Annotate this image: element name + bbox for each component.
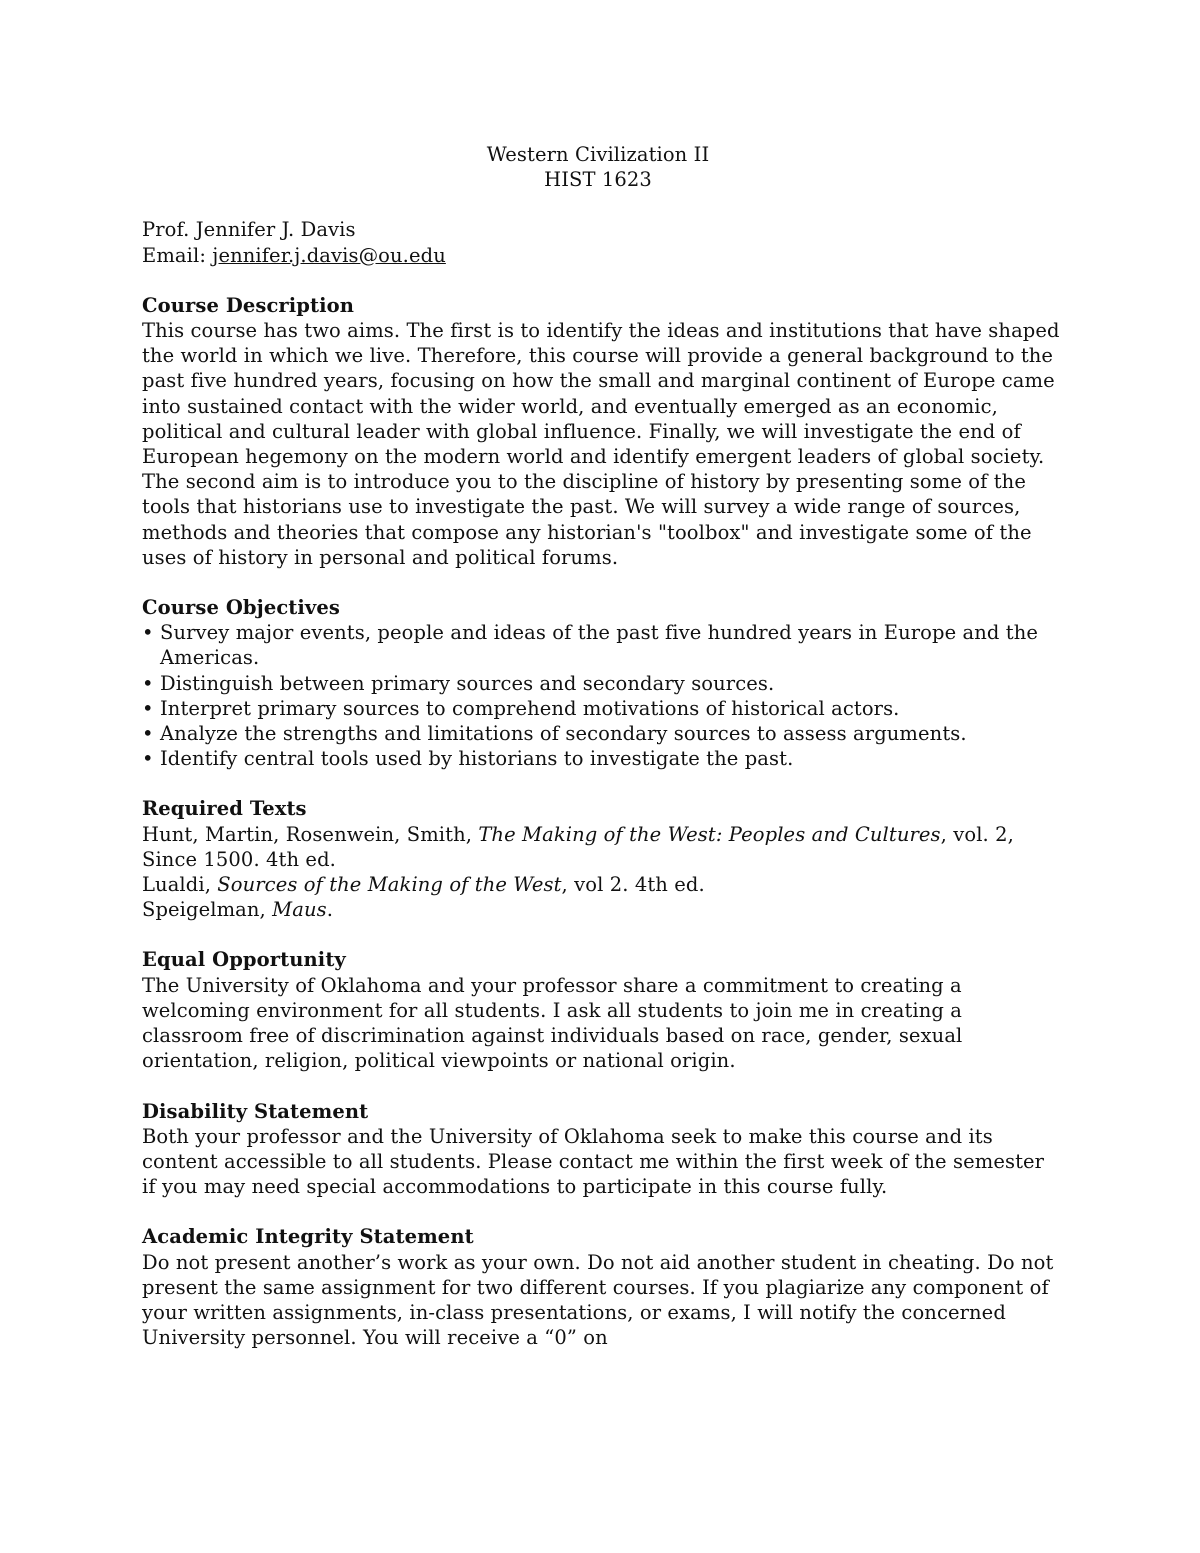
list-item (142, 696, 1062, 721)
objectives-list (142, 620, 1062, 771)
citation-authors: Lualdi, (142, 873, 218, 897)
citation-title: The Making of the West: Peoples and Cultures (478, 822, 941, 846)
bullet-icon: • (142, 621, 154, 645)
citation-title: Sources of the Making of the West (217, 873, 562, 897)
email-label: Email: (142, 243, 213, 267)
course-description-text: This course has two aims. The first is to identify the ideas and institutions that have shaped the world in which we live. Therefore, this course will provide a general background to the past five hundred years, focusing on how the small and marginal continent of Europe came into sustained contact with the wider world, and eventually emerged as an economic, political and cultural leader with global influence. Finally, we will investigate the end of European hegemony on the modern world and identify emergent leaders of global society. The second aim is to introduce you to the discipline of history by presenting some of the tools that historians use to investigate the past. We will survey a wide range of sources, methods and theories that compose any historian's "toolbox" and investigate some of the uses of history in personal and political forums. (142, 319, 1060, 569)
equal-opportunity-text: The University of Oklahoma and your professor share a commitment to creating a welcoming environment for all students. I ask all students to join me in creating a classroom free of discrimination against individuals based on race, gender, sexual orientation, religion, political viewpoints or national origin. (142, 973, 963, 1073)
list-item (142, 721, 1062, 746)
course-objectives-section (142, 595, 1062, 771)
citation-details: , vol 2. 4th ed. (561, 873, 705, 897)
email-link[interactable]: jennifer.j.davis@ou.edu (212, 243, 446, 267)
list-item (142, 620, 1062, 670)
bullet-icon: • (142, 747, 154, 771)
equal-opportunity-section (142, 947, 1062, 1073)
citation-authors: Speigelman, (142, 898, 273, 922)
equal-opportunity-heading: Equal Opportunity (142, 948, 346, 972)
citation-details: , vol. 2, Since 1500. 4th ed. (142, 822, 1014, 871)
objective-text: Interpret primary sources to comprehend motivations of historical actors. (160, 696, 900, 720)
syllabus-page (142, 142, 1062, 1350)
disability-heading: Disability Statement (142, 1099, 369, 1123)
citation-details: . (326, 898, 334, 922)
academic-integrity-text: Do not present another’s work as your own. Do not aid another student in cheating. Do not present the same assignment for two different courses. If you plagiarize any component of your written assignments, in-class presentations, or exams, I will notify the concerned University personnel. You will receive a “0” on (142, 1250, 1054, 1350)
citation-title: Maus (272, 898, 327, 922)
text-citation-2 (142, 872, 1062, 897)
course-description-section (142, 293, 1062, 570)
objective-text: Distinguish between primary sources and secondary sources. (160, 671, 775, 695)
list-item (142, 671, 1062, 696)
required-texts-section (142, 796, 1062, 922)
course-objectives-heading: Course Objectives (142, 596, 340, 620)
required-texts-heading: Required Texts (142, 797, 307, 821)
citation-authors: Hunt, Martin, Rosenwein, Smith, (142, 822, 479, 846)
text-citation-1 (142, 822, 1062, 872)
bullet-icon: • (142, 671, 154, 695)
academic-integrity-heading: Academic Integrity Statement (142, 1225, 474, 1249)
course-title: Western Civilization II (486, 143, 710, 166)
course-code: HIST 1623 (544, 168, 652, 192)
instructor-block (142, 217, 1062, 267)
bullet-icon: • (142, 722, 154, 746)
academic-integrity-section (142, 1224, 1062, 1350)
disability-text: Both your professor and the University of Oklahoma seek to make this course and its content accessible to all students. Please contact me within the first week of the semester if you may need special accommodations to participate in this course fully. (142, 1124, 1045, 1199)
objective-text: Survey major events, people and ideas of the past five hundred years in Europe and the Americas. (160, 621, 1039, 670)
disability-section (142, 1099, 1062, 1200)
text-citation-3 (142, 897, 1062, 922)
bullet-icon: • (142, 696, 154, 720)
instructor-email-line (142, 243, 1062, 268)
objective-text: Identify central tools used by historians to investigate the past. (160, 747, 794, 771)
list-item (142, 746, 1062, 771)
course-header (142, 142, 1054, 192)
course-description-heading: Course Description (142, 293, 355, 317)
objective-text: Analyze the strengths and limitations of secondary sources to assess arguments. (160, 722, 967, 746)
instructor-name: Prof. Jennifer J. Davis (142, 218, 356, 242)
